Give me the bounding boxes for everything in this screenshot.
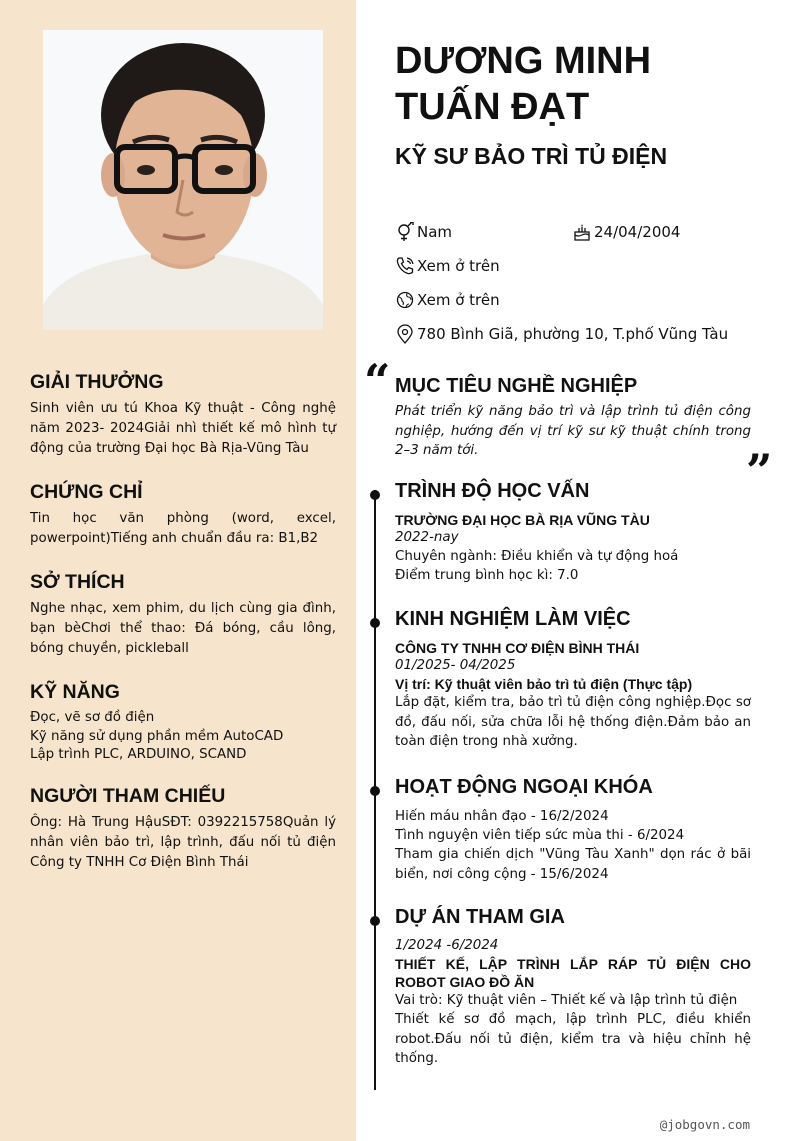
birthday-info [572, 222, 680, 242]
gender-icon [395, 222, 415, 242]
projects-section [395, 905, 751, 1069]
address-info [395, 324, 728, 344]
activities-heading: HOẠT ĐỘNG NGOẠI KHÓA [395, 776, 653, 798]
experience-description: Lắp đặt, kiểm tra, bảo trì tủ điện công nghiệp.Đọc sơ đồ, đấu nối, sửa chữa lỗi hệ thống điện.Đảm bảo an toàn điện trong nhà xưởng. [395, 695, 751, 749]
experience-heading: KINH NGHIỆM LÀM VIỆC [395, 608, 631, 630]
project-role: Vai trò: Kỹ thuật viên – Thiết kế và lập trình tủ điện [395, 993, 738, 1008]
project-period: 1/2024 -6/2024 [395, 938, 499, 953]
hobbies-text: Nghe nhạc, xem phim, du lịch cùng gia đình, bạn bèChơi thể thao: Đá bóng, cầu lông, bóng chuyền, pickleball [30, 601, 336, 656]
project-name: THIẾT KẾ, LẬP TRÌNH LẮP RÁP TỦ ĐIỆN CHO ROBOT GIAO ĐỒ ĂN [395, 956, 751, 990]
phone-value: Xem ở trên [417, 257, 500, 275]
references-section [30, 784, 336, 873]
education-gpa: Điểm trung bình học kì: 7.0 [395, 568, 579, 583]
skill-item: Kỹ năng sử dụng phần mềm AutoCAD [30, 728, 284, 744]
company-name: CÔNG TY TNHH CƠ ĐIỆN BÌNH THÁI [395, 640, 640, 656]
hobbies-section [30, 570, 336, 659]
address-value: 780 Bình Giã, phường 10, T.phố Vũng Tàu [417, 325, 729, 343]
skills-heading: KỸ NĂNG [30, 681, 120, 703]
references-text: Ông: Hà Trung HậuSĐT: 0392215758Quản lý nhân viên bảo trì, lập trình, đấu nối tủ điện Công ty TNHH Cơ Điện Bình Thái [30, 815, 336, 870]
projects-heading: DỰ ÁN THAM GIA [395, 906, 565, 928]
certificates-text: Tin học văn phòng (word, excel, powerpoint)Tiếng anh chuẩn đầu ra: B1,B2 [30, 511, 336, 546]
awards-section [30, 370, 336, 459]
certificates-heading: CHỨNG CHỈ [30, 481, 143, 503]
birthday-cake-icon [572, 222, 592, 242]
education-section [395, 479, 751, 585]
references-heading: NGƯỜI THAM CHIẾU [30, 785, 226, 807]
hobbies-heading: SỞ THÍCH [30, 571, 125, 593]
school-name: TRƯỜNG ĐẠI HỌC BÀ RỊA VŨNG TÀU [395, 512, 650, 528]
quote-close-icon: ” [746, 444, 773, 498]
globe-icon [395, 290, 415, 310]
education-major: Chuyên ngành: Điều khiển và tự động hoá [395, 549, 679, 564]
education-period: 2022-nay [395, 530, 459, 545]
gender-value: Nam [417, 223, 453, 241]
phone-info [395, 256, 500, 276]
timeline-dot [370, 916, 380, 926]
profile-photo [43, 30, 323, 330]
skill-item: Lập trình PLC, ARDUINO, SCAND [30, 747, 247, 762]
quote-open-icon: “ [364, 354, 391, 408]
experience-period: 01/2025- 04/2025 [395, 658, 516, 673]
location-pin-icon [395, 324, 415, 344]
activity-item: Tình nguyện viên tiếp sức mùa thi - 6/2024 [395, 828, 685, 843]
certificates-section [30, 480, 336, 549]
project-description: Thiết kế sơ đồ mạch, lập trình PLC, điều khiển robot.Đấu nối tủ điện, kiểm tra và hiệu chỉnh hệ thống. [395, 1012, 751, 1066]
education-heading: TRÌNH ĐỘ HỌC VẤN [395, 480, 590, 502]
experience-role: Vị trí: Kỹ thuật viên bảo trì tủ điện (Thực tập) [395, 676, 693, 692]
birthday-value: 24/04/2004 [594, 223, 681, 241]
website-value: Xem ở trên [417, 291, 500, 309]
timeline-dot [370, 618, 380, 628]
activity-item: Tham gia chiến dịch "Vũng Tàu Xanh" dọn rác ở bãi biển, nơi công cộng - 15/6/2024 [395, 847, 751, 882]
awards-text: Sinh viên ưu tú Khoa Kỹ thuật - Công nghệ năm 2023- 2024Giải nhì thiết kế mô hình tự động của trường Đại học Bà Rịa-Vũng Tàu [30, 401, 336, 456]
phone-icon [395, 256, 415, 276]
skills-section [30, 680, 336, 765]
job-title: KỸ SƯ BẢO TRÌ TỦ ĐIỆN [395, 143, 668, 169]
timeline-dot [370, 786, 380, 796]
experience-section [395, 607, 751, 752]
objective-section [395, 374, 751, 461]
gender-info [395, 222, 452, 242]
objective-text: Phát triển kỹ năng bảo trì và lập trình tủ điện công nghiệp, hướng đến vị trí kỹ sư kỹ thuật chính trong 2–3 năm tới. [395, 404, 751, 458]
activities-section [395, 775, 751, 884]
watermark: @jobgovn.com [659, 1117, 750, 1132]
awards-heading: GIẢI THƯỞNG [30, 371, 164, 393]
skill-item: Đọc, vẽ sơ đồ điện [30, 710, 155, 725]
objective-heading: MỤC TIÊU NGHỀ NGHIỆP [395, 375, 638, 397]
activity-item: Hiến máu nhân đạo - 16/2/2024 [395, 809, 609, 824]
timeline-dot [370, 490, 380, 500]
candidate-name: DƯƠNG MINH TUẤN ĐẠT [395, 40, 652, 128]
website-info [395, 290, 500, 310]
